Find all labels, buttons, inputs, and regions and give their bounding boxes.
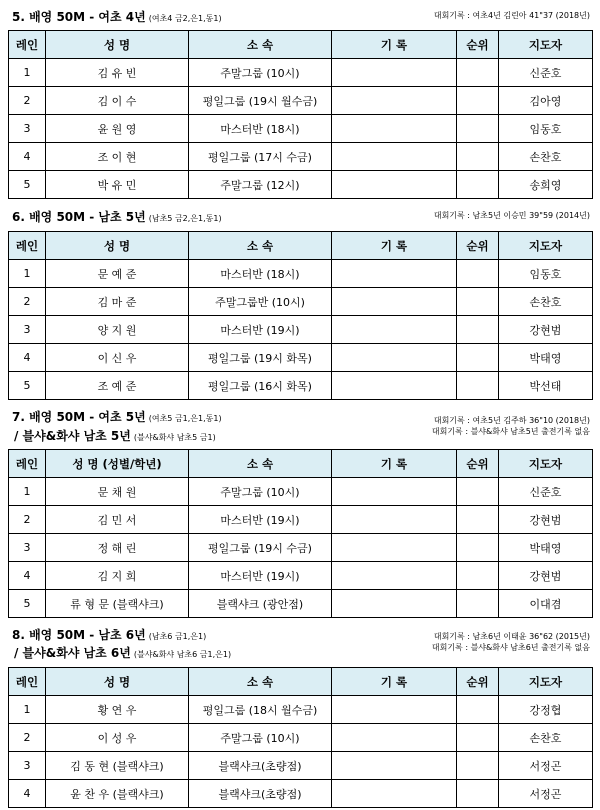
lane-cell: 3 [9,534,46,562]
event-title: 6. 배영 50M - 남초 5년 (남초5 금2,은1,동1) [12,210,222,224]
header-rank: 순위 [457,668,499,696]
affiliation-cell: 마스터반 (18시) [189,115,332,143]
affiliation-cell: 블랙샤크(초량점) [189,780,332,808]
medal-info-sub: (블샤&화샤 남초6 금1,은1) [133,650,232,659]
rank-cell [457,59,499,87]
coach-cell: 강현범 [499,506,593,534]
header-lane: 레인 [9,668,46,696]
meet-record: 대회기록 : 남초6년 이태윤 36"62 (2015년) [433,632,590,641]
record-cell [332,372,457,400]
lane-cell: 5 [9,590,46,618]
coach-cell: 송희영 [499,171,593,199]
record-cell [332,534,457,562]
rank-cell [457,288,499,316]
event-section-8 [8,623,592,808]
event-section-7 [8,405,592,618]
coach-cell: 이대겸 [499,590,593,618]
table-row [9,562,593,590]
lane-cell: 1 [9,59,46,87]
name-cell: 김 민 서 [46,506,189,534]
coach-cell: 서정곤 [499,780,593,808]
lane-cell: 4 [9,344,46,372]
affiliation-cell: 주말그룹 (10시) [189,724,332,752]
event-section-5 [8,4,592,199]
name-cell: 류 형 문 (블랙샤크) [46,590,189,618]
affiliation-cell: 마스터반 (18시) [189,260,332,288]
rank-cell [457,171,499,199]
affiliation-cell: 평일그룹 (19시 화목) [189,344,332,372]
lane-cell: 4 [9,780,46,808]
rank-cell [457,534,499,562]
header-coach: 지도자 [499,31,593,59]
name-cell: 김 동 현 (블랙샤크) [46,752,189,780]
name-cell: 이 성 우 [46,724,189,752]
table-row [9,171,593,199]
lane-cell: 3 [9,115,46,143]
event-section-6 [8,205,592,400]
table-row [9,696,593,724]
rank-cell [457,724,499,752]
coach-cell: 임동호 [499,115,593,143]
rank-cell [457,115,499,143]
table-row [9,115,593,143]
record-cell [332,506,457,534]
section-header [8,4,592,30]
event-subtitle: / 블샤&화샤 남초 6년 (블샤&화샤 남초6 금1,은1) [14,646,232,660]
name-cell: 조 이 현 [46,143,189,171]
name-cell: 조 예 준 [46,372,189,400]
header-lane: 레인 [9,31,46,59]
name-cell: 정 해 린 [46,534,189,562]
affiliation-cell: 평일그룹 (16시 화목) [189,372,332,400]
lane-cell: 4 [9,562,46,590]
table-header-row [9,450,593,478]
header-record: 기 록 [332,450,457,478]
meet-record: 대회기록 : 여초5년 김주하 36"10 (2018년) [433,416,590,425]
name-cell: 김 마 준 [46,288,189,316]
coach-cell: 손찬호 [499,288,593,316]
event-title: 7. 배영 50M - 여초 5년 (여초5 금1,은1,동1) [12,410,222,424]
lane-cell: 5 [9,372,46,400]
table-row [9,316,593,344]
coach-cell: 박태영 [499,344,593,372]
lane-cell: 1 [9,260,46,288]
lane-cell: 2 [9,87,46,115]
lane-cell: 2 [9,724,46,752]
section-header [8,205,592,231]
table-row [9,780,593,808]
affiliation-cell: 평일그룹 (17시 수금) [189,143,332,171]
rank-cell [457,344,499,372]
event-subtitle: / 블샤&화샤 남초 5년 (블샤&화샤 남초5 금1) [14,429,216,443]
affiliation-cell: 마스터반 (19시) [189,316,332,344]
rank-cell [457,316,499,344]
name-cell: 이 신 우 [46,344,189,372]
table-row [9,59,593,87]
coach-cell: 손찬호 [499,724,593,752]
rank-cell [457,372,499,400]
coach-cell: 신준호 [499,59,593,87]
coach-cell: 서정곤 [499,752,593,780]
record-cell [332,780,457,808]
coach-cell: 김아영 [499,87,593,115]
table-row [9,143,593,171]
results-table [8,667,593,808]
rank-cell [457,87,499,115]
table-row [9,590,593,618]
table-row [9,260,593,288]
rank-cell [457,752,499,780]
rank-cell [457,143,499,171]
header-name: 성 명 [46,668,189,696]
results-table [8,231,593,400]
table-row [9,478,593,506]
header-name: 성 명 [46,31,189,59]
meet-record-sub: 대회기록 : 블샤&화샤 남초6년 출전기록 없음 [431,643,590,652]
header-affiliation: 소 속 [189,450,332,478]
table-row [9,534,593,562]
section-header [8,405,592,449]
affiliation-cell: 주말그룹반 (10시) [189,288,332,316]
record-cell [332,260,457,288]
table-row [9,506,593,534]
record-cell [332,143,457,171]
header-record: 기 록 [332,668,457,696]
affiliation-cell: 주말그룹 (10시) [189,478,332,506]
results-table [8,449,593,618]
header-lane: 레인 [9,232,46,260]
name-cell: 박 유 민 [46,171,189,199]
lane-cell: 1 [9,696,46,724]
record-cell [332,59,457,87]
affiliation-cell: 블랙샤크(초량점) [189,752,332,780]
medal-info: (남초5 금2,은1,동1) [148,214,222,223]
name-cell: 윤 찬 우 (블랙샤크) [46,780,189,808]
affiliation-cell: 주말그룹 (10시) [189,59,332,87]
table-row [9,344,593,372]
record-cell [332,115,457,143]
medal-info: (여초4 금2,은1,동1) [148,14,222,23]
lane-cell: 4 [9,143,46,171]
table-header-row [9,31,593,59]
rank-cell [457,260,499,288]
header-coach: 지도자 [499,232,593,260]
affiliation-cell: 평일그룹 (19시 월수금) [189,87,332,115]
record-cell [332,724,457,752]
record-cell [332,288,457,316]
coach-cell: 임동호 [499,260,593,288]
coach-cell: 박선태 [499,372,593,400]
coach-cell: 박태영 [499,534,593,562]
coach-cell: 신준호 [499,478,593,506]
header-affiliation: 소 속 [189,668,332,696]
name-cell: 윤 원 영 [46,115,189,143]
name-cell: 김 지 희 [46,562,189,590]
record-cell [332,171,457,199]
header-record: 기 록 [332,31,457,59]
event-title: 5. 배영 50M - 여초 4년 (여초4 금2,은1,동1) [12,10,222,24]
affiliation-cell: 마스터반 (19시) [189,506,332,534]
affiliation-cell: 마스터반 (19시) [189,562,332,590]
affiliation-cell: 블랙샤크 (광안점) [189,590,332,618]
header-affiliation: 소 속 [189,232,332,260]
rank-cell [457,780,499,808]
header-name: 성 명 [46,232,189,260]
coach-cell: 강정협 [499,696,593,724]
name-cell: 문 채 원 [46,478,189,506]
header-affiliation: 소 속 [189,31,332,59]
results-table [8,30,593,199]
rank-cell [457,590,499,618]
header-coach: 지도자 [499,668,593,696]
coach-cell: 강현범 [499,562,593,590]
record-cell [332,752,457,780]
rank-cell [457,478,499,506]
header-rank: 순위 [457,450,499,478]
meet-record: 대회기록 : 여초4년 김린아 41"37 (2018년) [433,11,590,20]
table-row [9,372,593,400]
name-cell: 김 유 빈 [46,59,189,87]
record-cell [332,562,457,590]
header-lane: 레인 [9,450,46,478]
lane-cell: 3 [9,316,46,344]
table-row [9,752,593,780]
coach-cell: 강현범 [499,316,593,344]
event-title: 8. 배영 50M - 남초 6년 (남초6 금1,은1) [12,628,207,642]
affiliation-cell: 평일그룹 (19시 수금) [189,534,332,562]
header-record: 기 록 [332,232,457,260]
lane-cell: 2 [9,288,46,316]
meet-record-sub: 대회기록 : 블샤&화샤 남초5년 출전기록 없음 [431,427,590,436]
meet-record: 대회기록 : 남초5년 이승민 39"59 (2014년) [433,211,590,220]
lane-cell: 3 [9,752,46,780]
record-cell [332,590,457,618]
name-cell: 문 예 준 [46,260,189,288]
header-rank: 순위 [457,232,499,260]
header-rank: 순위 [457,31,499,59]
record-cell [332,316,457,344]
medal-info-sub: (블샤&화샤 남초5 금1) [133,433,216,442]
lane-cell: 1 [9,478,46,506]
table-row [9,724,593,752]
record-cell [332,344,457,372]
record-cell [332,478,457,506]
record-cell [332,87,457,115]
name-cell: 황 연 우 [46,696,189,724]
section-header [8,623,592,667]
medal-info: (여초5 금1,은1,동1) [148,414,222,423]
rank-cell [457,696,499,724]
record-cell [332,696,457,724]
affiliation-cell: 주말그룹 (12시) [189,171,332,199]
header-coach: 지도자 [499,450,593,478]
lane-cell: 5 [9,171,46,199]
table-header-row [9,668,593,696]
lane-cell: 2 [9,506,46,534]
rank-cell [457,506,499,534]
table-header-row [9,232,593,260]
medal-info: (남초6 금1,은1) [148,632,207,641]
name-cell: 양 지 원 [46,316,189,344]
name-cell: 김 이 수 [46,87,189,115]
table-row [9,87,593,115]
header-name: 성 명 (성별/학년) [46,450,189,478]
table-row [9,288,593,316]
affiliation-cell: 평일그룹 (18시 월수금) [189,696,332,724]
rank-cell [457,562,499,590]
coach-cell: 손찬호 [499,143,593,171]
